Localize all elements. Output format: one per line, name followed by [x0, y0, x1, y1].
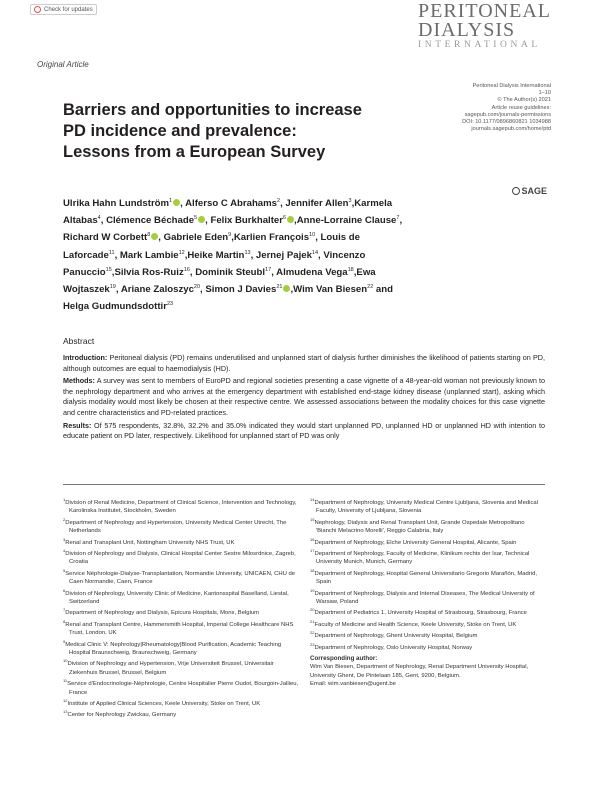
affiliation-text: Division of Nephrology and Hypertension, Vrije Universiteit Brussel, Universitair Ziekenhuis Brussel, Brussel, Belgium	[67, 661, 274, 676]
affiliation-text: Department of Nephrology, University Medical Centre Ljubljana, Slovenia and Medical Faculty, University of Ljubljana, Slovenia	[314, 500, 538, 515]
abstract-heading: Abstract	[63, 336, 95, 346]
affiliation-text: Service d'Endocrinologie-Néphrologie, Centre Hospitalier Pierre Oudot, Bourgoin-Jallieu, France	[67, 681, 299, 696]
author	[184, 249, 251, 261]
journal-name-line1: PERITONEAL	[418, 0, 551, 22]
author-affiliation-number: 21	[276, 284, 283, 291]
author	[63, 232, 158, 243]
author-separator: ,	[189, 266, 196, 278]
affiliations-right-column	[310, 496, 546, 688]
author-affiliation-number: 23	[166, 301, 174, 308]
publisher-logo	[512, 186, 547, 196]
affiliation-number: 7	[63, 607, 66, 613]
affiliation-number: 10	[63, 658, 68, 664]
affiliation-number: 15	[310, 516, 315, 522]
affiliation-item	[310, 496, 546, 516]
affiliation-item	[310, 606, 546, 617]
author-affiliation-number: 12	[178, 249, 185, 256]
meta-line: sagepub.com/journals-permissions	[464, 111, 551, 118]
author-name: Alferso C Abrahams	[185, 198, 278, 209]
author-name: Clémence Béchade	[106, 215, 195, 227]
author-separator: ,	[200, 284, 206, 296]
meta-line: Article reuse guidelines:	[491, 104, 551, 111]
affiliation-item	[63, 567, 303, 587]
affiliation-number: 4	[63, 548, 66, 554]
author-affiliation-number: 17	[265, 266, 272, 273]
author-name: Mark Lambie	[119, 249, 179, 261]
meta-line: DOI: 10.1177/0896860821 1034988	[462, 119, 551, 126]
affiliation-number: 13	[63, 709, 68, 715]
author-separator: ,	[318, 249, 324, 261]
affiliation-number: 21	[310, 618, 315, 624]
journal-logo	[418, 2, 551, 51]
author	[210, 215, 294, 226]
affiliation-text: Renal and Transplant Unit, Nottingham University NHS Trust, UK	[65, 539, 235, 546]
author	[256, 250, 318, 261]
author	[293, 284, 373, 295]
author-separator: ,	[205, 215, 211, 227]
author-name: Louis de Laforcade	[63, 232, 360, 261]
affiliation-item	[310, 618, 546, 629]
affiliation-item	[63, 606, 303, 617]
author-name: Jernej Pajek	[255, 249, 312, 261]
author-affiliation-number: 9	[228, 232, 232, 239]
author-separator: ,	[315, 232, 321, 244]
author-name: Richard W Corbett	[63, 232, 148, 244]
affiliation-item	[310, 516, 546, 536]
affiliation-number: 5	[63, 567, 66, 573]
affiliation-item	[310, 536, 546, 547]
abstract-section-text: Peritoneal dialysis (PD) remains underutilised and unplanned start of dialysis further diminishes the likelihood of patients starting on PD, although outcomes are equal to haemodialysis (HD).	[63, 353, 545, 373]
sage-logo-icon	[512, 187, 520, 195]
affiliation-text: Department of Nephrology and Dialysis, Epicura Hospitals, Mons, Belgium	[65, 610, 260, 617]
abstract-section-text: Of 575 respondents, 32.8%, 32.2% and 35.0% indicated they would start unplanned PD, unplanned HD or unplanned HD with intention to educate patient on PD later, respectively. Likelihood for unplanned start of PD was only	[63, 420, 545, 441]
author-name: Heike Martin	[187, 249, 245, 261]
affiliation-item	[63, 677, 303, 697]
affiliation-number: 22	[310, 630, 315, 636]
affiliation-item	[310, 587, 546, 607]
affiliation-text: Department of Nephrology, Elche University General Hospital, Alicante, Spain	[314, 539, 517, 546]
author-name: Anne-Lorraine Clause	[296, 215, 397, 227]
corresponding-author-email[interactable]: Email: wim.vanbiesen@ugent.be	[310, 681, 396, 688]
abstract-section	[63, 421, 545, 442]
author-separator: ,	[180, 198, 186, 209]
author	[121, 284, 200, 295]
meta-line: Peritoneal Dialysis International	[472, 83, 551, 89]
affiliation-text: Institute of Applied Clinical Sciences, Keele University, Stoke on Trent, UK	[67, 701, 261, 707]
author-name: Gabriele Eden	[163, 232, 229, 244]
article-title: Barriers and opportunities to increase PD incidence and prevalence: Lessons from a European Survey	[63, 101, 362, 161]
author	[205, 284, 290, 295]
author-separator: ,	[250, 249, 256, 261]
affiliation-text: Division of Nephrology, University Clinic of Medicine, Kantonsspital Baselland, Liestal, Switzerland	[65, 590, 289, 605]
affiliation-text: Faculty of Medicine and Health Science, Keele University, Stoke on Trent, UK	[314, 621, 517, 628]
author-affiliation-number: 7	[396, 215, 400, 222]
author	[106, 215, 205, 226]
publisher-name: SAGE	[521, 186, 547, 196]
author-name: Helga Gudmundsdottir	[63, 301, 167, 313]
author-name: Simon J Davies	[205, 284, 277, 296]
author-separator: ,	[280, 198, 286, 209]
affiliation-item	[63, 697, 303, 708]
corresponding-author-heading: Corresponding author:	[310, 655, 378, 663]
affiliation-number: 9	[63, 638, 66, 644]
author	[63, 198, 180, 209]
publication-meta	[411, 83, 551, 133]
author-separator: ,	[351, 198, 355, 209]
meta-line: journals.sagepub.com/home/ptd	[471, 126, 551, 133]
affiliation-item	[63, 618, 303, 638]
author-list	[63, 194, 408, 314]
affiliation-number: 14	[310, 497, 315, 502]
author	[185, 198, 280, 209]
affiliation-item	[63, 496, 303, 516]
author-affiliation-number: 5	[194, 215, 198, 222]
author	[296, 215, 403, 227]
author-separator: ,	[290, 284, 294, 296]
affiliation-number: 17	[310, 548, 315, 554]
affiliation-text: Department of Nephrology, Dialysis and Internal Diseases, The Medical University of Warsaw, Poland	[314, 590, 535, 605]
author	[234, 232, 315, 243]
author-name: Felix Burkhalter	[210, 215, 283, 227]
author-affiliation-number: 4	[97, 215, 101, 222]
author	[111, 266, 190, 278]
author-separator: ,	[158, 232, 164, 244]
affiliation-number: 11	[63, 678, 68, 684]
abstract-section	[63, 353, 545, 374]
affiliation-text: Department of Nephrology, Ghent University Hospital, Belgium	[314, 633, 478, 640]
author-separator: ,	[111, 266, 115, 278]
abstract-body	[63, 353, 545, 444]
author-affiliation-number: 11	[108, 249, 115, 256]
author-name: Wim Van Biesen	[293, 284, 368, 296]
author-affiliation-number: 18	[347, 266, 354, 273]
author-name: Ulrika Hahn Lundström	[63, 198, 170, 209]
affiliation-text: Service Néphrologie-Dialyse-Transplantation, Normandie University, UNICAEN, CHU de Caen Normandie, Caen, France	[65, 570, 296, 586]
author-name: Karmela Altabas	[63, 198, 393, 227]
author	[285, 198, 351, 209]
author-separator: ,	[399, 215, 403, 227]
author	[63, 301, 173, 312]
author-affiliation-number: 6	[282, 215, 287, 222]
affiliation-item	[63, 638, 303, 658]
author-affiliation-number: 22	[367, 284, 374, 291]
affiliation-text: Center for Nephrology Zwickau, Germany	[67, 712, 177, 719]
check-for-updates-badge[interactable]	[30, 4, 97, 15]
check-updates-label: Check for updates	[44, 6, 93, 13]
author-affiliation-number: 15	[105, 266, 112, 273]
affiliation-text: Division of Renal Medicine, Department of Clinical Science, Intervention and Technology, Karolinska Institutet, Stockholm, Sweden	[65, 500, 297, 515]
affiliation-item	[310, 547, 546, 567]
article-type: Original Article	[37, 60, 89, 69]
author-affiliation-number: 8	[147, 232, 151, 239]
meta-line: © The Author(s) 2021	[497, 97, 551, 104]
affiliation-text: Department of Pediatrics 1, University Hospital of Strasbourg, Strasbourg, France	[314, 610, 527, 617]
affiliation-number: 19	[310, 587, 315, 593]
affiliation-number: 16	[310, 536, 315, 542]
author-affiliation-number: 10	[309, 232, 316, 239]
affiliations-left-column	[63, 496, 303, 720]
affiliation-number: 18	[310, 567, 315, 573]
affiliation-item	[63, 587, 303, 607]
author-name: Jennifer Allen	[285, 198, 349, 209]
orcid-icon[interactable]	[287, 216, 294, 223]
affiliation-text: Medical Clinic V: Nephrology|Rheumatology|Blood Purification, Academic Teaching Hospital Braunschweig, Braunschweig, Germany	[65, 641, 282, 656]
author	[164, 232, 232, 243]
affiliation-text: Division of Nephrology and Dialysis, Clinical Hospital Center Sestre Milosrdnice, Zagreb, Croatia	[65, 551, 296, 566]
author-affiliation-number: 3	[348, 198, 352, 204]
affiliation-item	[63, 536, 303, 547]
affiliation-item	[310, 641, 546, 652]
author-name: Dominik Steubl	[195, 266, 266, 278]
author-separator: ,	[100, 215, 107, 227]
author-name: Vincenzo Panuccio	[63, 249, 366, 278]
affiliation-text: Renal and Transplant Centre, Hammersmith Hospital, Imperial College Healthcare NHS Trust, London, UK	[65, 621, 294, 637]
author-affiliation-number: 2	[277, 198, 281, 204]
abstract-section-label: Results:	[63, 420, 92, 430]
author	[120, 250, 185, 261]
author-name: Ariane Zaloszyc	[120, 284, 194, 296]
affiliation-item	[63, 516, 303, 536]
author-affiliation-number: 20	[193, 284, 201, 291]
author-affiliation-number: 14	[311, 249, 319, 256]
affiliation-number: 1	[63, 497, 66, 502]
author-separator: ,	[114, 249, 120, 261]
author-separator: ,	[353, 266, 357, 278]
affiliation-item	[63, 657, 303, 677]
author-name: Silvia Ros-Ruiz	[114, 266, 184, 278]
affiliation-item	[310, 629, 546, 640]
affiliation-text: Department of Nephrology, Hospital General Universitario Gregorio Marañón, Madrid, Spain	[314, 570, 537, 586]
corresponding-author-details: Wim Van Biesen, Department of Nephrology, Renal Department University Hospital, University Ghent, De Pintelaan 185, Gent, 9200, Belgium.	[310, 664, 529, 679]
footnote-divider	[63, 484, 545, 485]
meta-line: 1–10	[538, 90, 551, 97]
author-name: Ewa Wojtaszek	[63, 266, 376, 296]
author-separator: ,	[294, 215, 297, 227]
affiliation-number: 2	[63, 516, 66, 522]
abstract-section-label: Methods:	[63, 376, 95, 386]
author-separator: ,	[271, 266, 277, 278]
affiliation-number: 23	[310, 641, 315, 647]
affiliation-text: Department of Nephrology and Hypertension, University Medical Center Utrecht, The Netherlands	[65, 519, 287, 535]
author	[276, 267, 354, 278]
affiliation-text: Nephrology, Dialysis and Renal Transplant Unit, Grande Ospedale Metropolitano 'Bianchi Melacrino Morelli', Reggio Calabria, Italy	[314, 519, 525, 535]
affiliation-number: 6	[63, 587, 66, 593]
check-updates-icon	[34, 6, 41, 13]
affiliation-item	[63, 547, 303, 567]
author-name: Almudena Vega	[276, 266, 348, 278]
affiliation-number: 12	[63, 698, 68, 703]
abstract-section-text: A survey was sent to members of EuroPD and regional societies presenting a case vignette of a 48-year-old woman not previously known to the nephrology department and who arrives at the emergency department with established end-stage kidney disease (unplanned start), asking which dialysis modality would most likely be chosen at their respective centre. We assessed associations between the modality choices for this case vignette and centre characteristics and PD-related practices.	[63, 376, 545, 417]
author-separator: and	[373, 284, 393, 296]
affiliation-text: Department of Nephrology, Oslo University Hospital, Norway	[314, 644, 473, 651]
author	[195, 267, 271, 278]
journal-name-line3: INTERNATIONAL	[418, 40, 541, 50]
affiliation-item	[310, 567, 546, 587]
author-affiliation-number: 1	[169, 198, 173, 204]
affiliation-item	[63, 708, 303, 719]
author-separator: ,	[231, 232, 234, 244]
journal-name-line2: DIALYSIS	[418, 19, 516, 41]
affiliation-number: 20	[310, 607, 315, 613]
author-affiliation-number: 19	[109, 284, 116, 291]
abstract-section	[63, 376, 545, 418]
abstract-section-label: Introduction:	[63, 353, 108, 362]
author-affiliation-number: 13	[244, 249, 251, 256]
affiliation-text: Department of Nephrology, Faculty of Medicine, Klinikum rechts der Isar, Technical University Munich, Munich, Germany	[314, 551, 530, 566]
author-separator: ,	[184, 249, 188, 261]
author-affiliation-number: 16	[183, 266, 190, 273]
affiliation-number: 8	[63, 618, 66, 624]
author-name: Karlien François	[233, 232, 310, 244]
affiliation-number: 3	[63, 536, 66, 542]
author-separator: ,	[115, 284, 121, 296]
